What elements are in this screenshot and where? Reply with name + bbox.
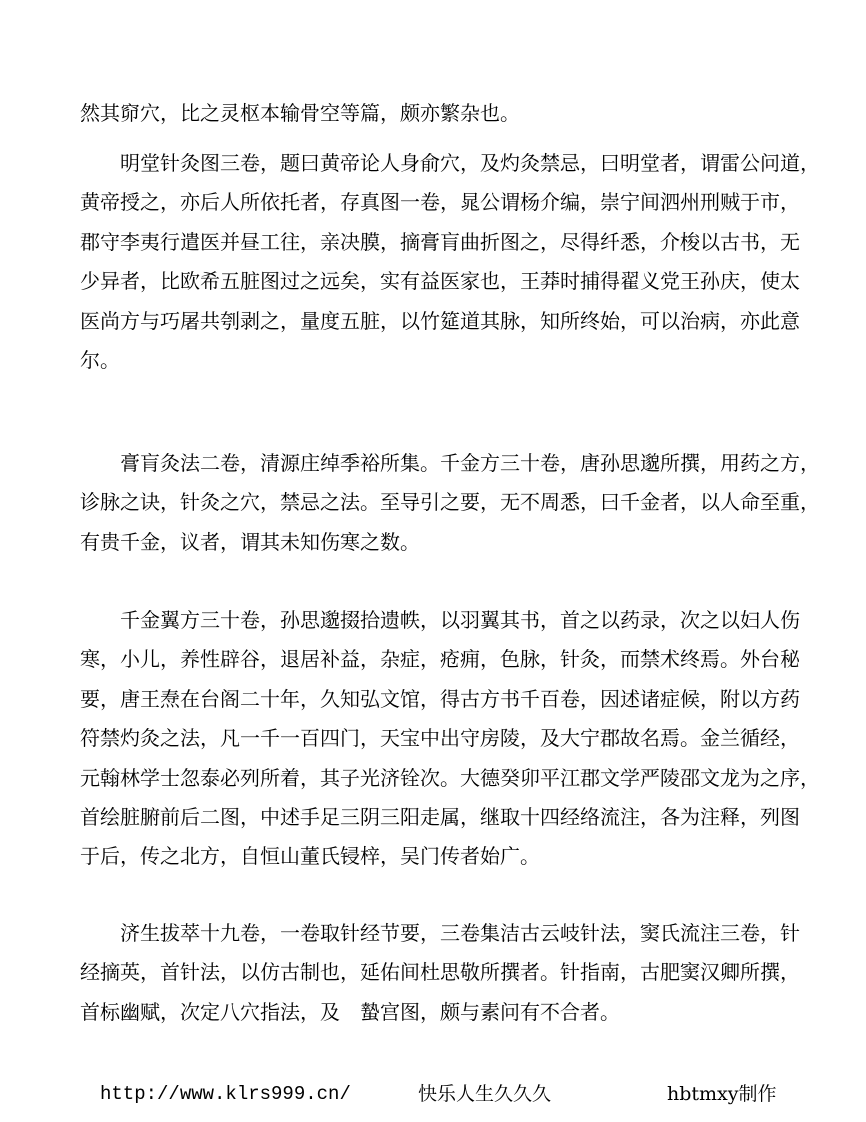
text-line: 膏肓灸法二卷，清源庄绰季裕所集。千金方三十卷，唐孙思邈所撰，用药之方，: [120, 451, 820, 475]
text-line: 然其窌穴，比之灵枢本输骨空等篇，颇亦繁杂也。: [80, 101, 520, 125]
text-line: 经摘英，首针法，以仿古制也，延佑间杜思敬所撰者。针指南，古肥窦汉卿所撰，: [80, 960, 800, 985]
text-line: 寒，小儿，养性辟谷，退居补益，杂症，疮痈，色脉，针灸，而禁术终焉。外台秘: [80, 647, 800, 672]
paragraph-3: [80, 444, 820, 562]
text-line: 诊脉之诀，针灸之穴，禁忌之法。至导引之要，无不周悉，曰千金者，以人命至重，: [80, 490, 820, 515]
text-line: 济生拔萃十九卷，一卷取针经节要，三卷集洁古云岐针法，窦氏流注三卷，针: [120, 921, 800, 945]
text-line: 要，唐王焘在台阁二十年，久知弘文馆，得古方书千百卷，因述诸症候，附以方药: [80, 686, 800, 711]
text-line: 郡守李夷行遣医并昼工往，亲决膜，摘膏肓曲折图之，尽得纤悉，介梭以古书，无: [80, 229, 800, 254]
paragraph-4: [80, 601, 820, 877]
text-line: 有贵千金，议者，谓其未知伤寒之数。: [80, 529, 420, 554]
footer-url-link[interactable]: http://www.klrs999.cn/: [100, 1083, 351, 1105]
text-line: 少异者，比欧希五脏图过之远矣，实有益医家也，王莽时捕得翟义党王孙庆，使太: [80, 269, 800, 294]
text-line: 元翰林学士忽泰必列所着，其子光济铨次。大德癸卯平江郡文学严陵邵文龙为之序，: [80, 765, 820, 790]
footer-center-text: 快乐人生久久久: [418, 1083, 552, 1105]
text-line: 于后，传之北方，自恒山董氏锓梓，吴门传者始广。: [80, 844, 540, 869]
text-line: 尔。: [80, 347, 120, 372]
paragraph-2: [80, 144, 820, 380]
text-line: 明堂针灸图三卷，题曰黄帝论人身俞穴，及灼灸禁忌，曰明堂者，谓雷公问道，: [120, 151, 820, 175]
text-line: 黄帝授之，亦后人所依托者，存真图一卷，晁公谓杨介编，崇宁间泗州刑贼于市，: [80, 190, 800, 215]
paragraph-1: [80, 94, 786, 133]
paragraph-5: [80, 914, 800, 1032]
text-line: 医尚方与巧屠共刳剥之，量度五脏，以竹筵道其脉，知所终始，可以治病，亦此意: [80, 308, 800, 333]
footer-credit: hbtmxy制作: [667, 1083, 777, 1105]
text-line: 首标幽赋，次定八穴指法，及 蟄宫图，颇与素问有不合者。: [80, 999, 620, 1024]
text-line: 千金翼方三十卷，孙思邈掇拾遗帙，以羽翼其书，首之以药录，次之以妇人伤: [120, 608, 800, 632]
text-line: 首绘脏腑前后二图，中述手足三阴三阳走属，继取十四经络流注，各为注释，列图: [80, 804, 800, 829]
text-line: 符禁灼灸之法，凡一千一百四门，天宝中出守房陵，及大宁郡故名焉。金兰循经，: [80, 726, 800, 751]
